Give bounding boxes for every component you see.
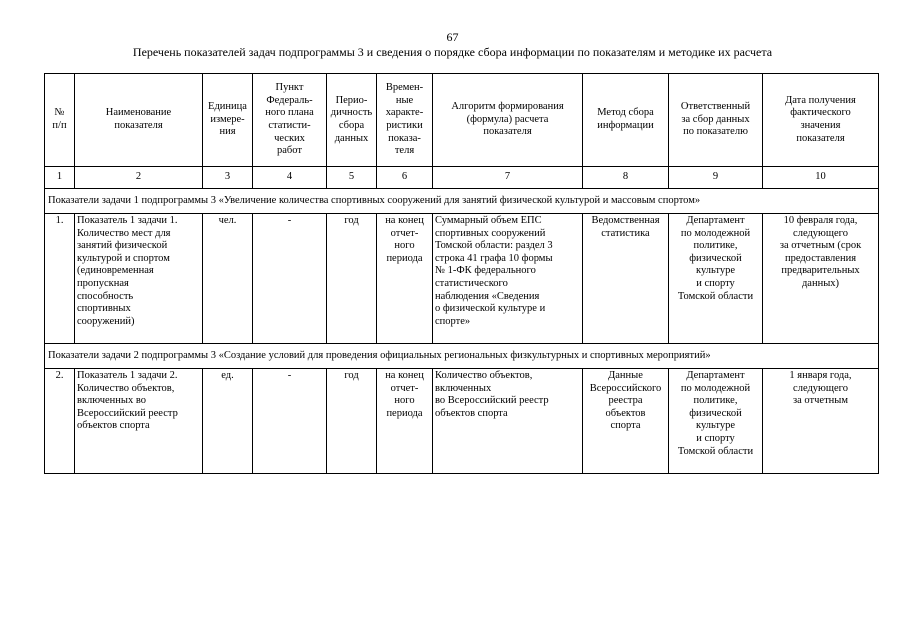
cell-text-line: о физической культуре и	[435, 303, 546, 315]
cell-responsible	[669, 214, 763, 344]
cell-text-line: № 1-ФК федерального	[435, 265, 536, 277]
cell-text-line: за отчетным (срок	[779, 240, 862, 252]
cell-text-line: Томской области: раздел 3	[435, 240, 553, 252]
cell-text-line: ния	[219, 126, 236, 138]
cell-text-line: Дата получения	[785, 94, 856, 106]
cell-text-line: показателя	[483, 126, 532, 138]
cell-text-line: Показатель 1 задачи 1.	[77, 215, 178, 226]
cell-text-line: спорта	[610, 420, 641, 432]
cell-text-line: Пункт	[275, 82, 304, 94]
section-heading-row	[45, 344, 879, 369]
cell-text-line: отчет-	[390, 227, 419, 239]
cell-text-line: на конец	[385, 370, 424, 381]
cell-text-line: по молодежной	[680, 382, 751, 394]
cell-text-line: показа-	[388, 132, 421, 144]
cell-text-line: Данные	[608, 370, 643, 381]
cell-text-line: показателя	[114, 120, 163, 131]
cell-text-line: спорте»	[435, 315, 471, 327]
page-number: 67	[446, 30, 459, 44]
header-cell-responsible	[669, 74, 763, 167]
cell-date	[763, 369, 879, 474]
cell-date	[763, 214, 879, 344]
column-number: 9	[669, 167, 763, 189]
cell-text-line: -	[287, 215, 292, 226]
column-number: 6	[377, 167, 433, 189]
cell-text-line: периода	[386, 252, 423, 264]
cell-text-line: политике,	[693, 395, 738, 407]
cell-text-line: политике,	[693, 240, 738, 252]
cell-text-line: год	[344, 215, 359, 226]
cell-text-line: ед.	[221, 370, 234, 381]
cell-text-line: Времен-	[385, 82, 424, 94]
cell-text-line: Перио-	[335, 94, 368, 106]
cell-text-line: Количество мест для	[77, 227, 171, 239]
cell-method	[583, 369, 669, 474]
cell-stat-plan	[253, 369, 327, 474]
cell-text-line: Количество объектов,	[435, 370, 533, 381]
cell-text-line: объектов спорта	[77, 420, 150, 432]
cell-text-line: и спорту	[696, 277, 735, 289]
header-cell-date	[763, 74, 879, 167]
header-cell-algorithm	[433, 74, 583, 167]
column-number: 7	[433, 167, 583, 189]
column-number: 2	[75, 167, 203, 189]
cell-text-line: включенных во	[77, 395, 146, 407]
cell-text-line: измере-	[210, 113, 245, 125]
cell-text-line: реестра	[608, 395, 643, 407]
cell-time	[377, 214, 433, 344]
cell-text-line: физической	[689, 252, 742, 264]
cell-text-line: Всероссийского	[589, 382, 662, 394]
cell-text-line: ного	[394, 395, 415, 407]
cell-text-line: наблюдения «Сведения	[435, 290, 540, 302]
cell-text-line: характе-	[385, 107, 424, 119]
column-number: 4	[253, 167, 327, 189]
header-cell-unit	[203, 74, 253, 167]
cell-text-line: способность	[77, 290, 134, 302]
cell-periodicity	[327, 214, 377, 344]
cell-text-line: культурой и спортом	[77, 252, 170, 264]
cell-text-line: Федераль-	[266, 94, 313, 106]
cell-text-line: ного	[394, 240, 415, 252]
cell-text-line: (единовременная	[77, 265, 154, 277]
cell-text-line: работ	[277, 145, 302, 157]
cell-number	[45, 214, 75, 344]
cell-text-line: спортивных	[77, 303, 131, 315]
cell-text-line: Всероссийский реестр	[77, 407, 178, 419]
header-cell-method	[583, 74, 669, 167]
cell-text-line: данных)	[801, 277, 840, 289]
cell-text-line: Департамент	[686, 370, 745, 381]
column-number-row	[45, 167, 879, 189]
section-heading-row	[45, 189, 879, 214]
cell-text-line: ристики	[386, 120, 423, 131]
cell-text-line: -	[287, 370, 292, 381]
table-row	[45, 369, 879, 474]
section-heading: Показатели задачи 1 подпрограммы 3 «Увеличение количества спортивных сооружений для занятий физической культурой и массовым спортом»	[45, 189, 879, 214]
cell-text-line: ного плана	[265, 107, 314, 119]
cell-text-line: по молодежной	[680, 227, 751, 239]
table-row	[45, 214, 879, 344]
cell-text-line: данных	[334, 132, 369, 144]
column-number: 1	[45, 167, 75, 189]
cell-unit	[203, 214, 253, 344]
cell-text-line: год	[344, 370, 359, 381]
cell-text-line: Суммарный объем ЕПС	[435, 215, 542, 226]
cell-text-line: Единица	[208, 101, 247, 113]
cell-text-line: теля	[394, 145, 415, 157]
cell-text-line: спортивных сооружений	[435, 227, 546, 239]
table-body	[45, 74, 879, 474]
cell-text-line: культуре	[696, 265, 735, 277]
cell-text-line: Наименование	[105, 107, 172, 119]
cell-text-line: 1 января года,	[789, 370, 852, 381]
cell-text-line: сооружений)	[77, 315, 135, 327]
cell-text-line: по показателю	[683, 126, 748, 138]
cell-stat-plan	[253, 214, 327, 344]
cell-number	[45, 369, 75, 474]
cell-text-line: информации	[597, 120, 654, 131]
header-cell-periodicity	[327, 74, 377, 167]
cell-unit	[203, 369, 253, 474]
cell-periodicity	[327, 369, 377, 474]
cell-text-line: дичность	[330, 107, 373, 119]
cell-text-line: п/п	[52, 120, 67, 131]
cell-text-line: физической	[689, 407, 742, 419]
cell-algorithm	[433, 369, 583, 474]
column-number: 3	[203, 167, 253, 189]
cell-method	[583, 214, 669, 344]
cell-text-line: значения	[800, 120, 841, 131]
cell-text-line: 1.	[55, 215, 64, 226]
cell-text-line: чел.	[218, 215, 237, 226]
cell-text-line: культуре	[696, 420, 735, 432]
indicators-table	[44, 73, 879, 474]
cell-text-line: показателя	[796, 132, 845, 144]
header-cell-stat-plan	[253, 74, 327, 167]
cell-text-line: Ведомственная	[591, 215, 660, 226]
cell-text-line: Департамент	[686, 215, 745, 226]
header-row	[45, 74, 879, 167]
cell-algorithm	[433, 214, 583, 344]
cell-text-line: за сбор данных	[681, 113, 750, 125]
cell-text-line: на конец	[385, 215, 424, 226]
document-title: Перечень показателей задач подпрограммы 3 и сведения о порядке сбора информации по показателям и методике их расчета	[132, 45, 773, 59]
cell-name	[75, 369, 203, 474]
cell-text-line: Количество объектов,	[77, 382, 175, 394]
cell-text-line: и спорту	[696, 432, 735, 444]
cell-text-line: занятий физической	[77, 240, 168, 252]
cell-text-line: Алгоритм формирования	[451, 101, 564, 113]
cell-text-line: ческих	[274, 132, 305, 144]
cell-text-line: предварительных	[781, 265, 860, 277]
header-cell-time	[377, 74, 433, 167]
cell-text-line: пропускная	[77, 277, 129, 289]
cell-text-line: объектов спорта	[435, 407, 508, 419]
cell-text-line: объектов	[605, 407, 646, 419]
cell-name	[75, 214, 203, 344]
cell-text-line: статистического	[435, 277, 508, 289]
cell-text-line: следующего	[793, 382, 848, 394]
cell-text-line: (формула) расчета	[466, 113, 549, 125]
cell-text-line: 2.	[55, 370, 64, 381]
cell-time	[377, 369, 433, 474]
cell-text-line: Томской области	[677, 290, 754, 302]
cell-text-line: строка 41 графа 10 формы	[435, 252, 553, 264]
column-number: 8	[583, 167, 669, 189]
cell-text-line: Метод сбора	[597, 107, 654, 119]
cell-text-line: фактического	[790, 107, 851, 119]
section-heading: Показатели задачи 2 подпрограммы 3 «Создание условий для проведения официальных региональных физкультурных и спортивных мероприятий»	[45, 344, 879, 369]
cell-text-line: отчет-	[390, 382, 419, 394]
cell-text-line: 10 февраля года,	[783, 215, 858, 226]
cell-text-line: сбора	[338, 120, 365, 131]
cell-text-line: предоставления	[784, 252, 857, 264]
cell-text-line: Ответственный	[680, 101, 751, 113]
cell-text-line: №	[54, 107, 65, 119]
cell-text-line: Томской области	[677, 445, 754, 457]
cell-text-line: Показатель 1 задачи 2.	[77, 370, 178, 381]
column-number: 5	[327, 167, 377, 189]
cell-text-line: статистика	[601, 227, 650, 239]
cell-text-line: за отчетным	[793, 395, 848, 407]
cell-text-line: периода	[386, 407, 423, 419]
cell-text-line: следующего	[793, 227, 848, 239]
cell-text-line: включенных	[435, 382, 492, 394]
header-cell-number	[45, 74, 75, 167]
cell-text-line: ные	[395, 94, 414, 106]
cell-responsible	[669, 369, 763, 474]
cell-text-line: во Всероссийский реестр	[435, 395, 549, 407]
cell-text-line: статисти-	[268, 120, 311, 131]
header-cell-name	[75, 74, 203, 167]
column-number: 10	[763, 167, 879, 189]
